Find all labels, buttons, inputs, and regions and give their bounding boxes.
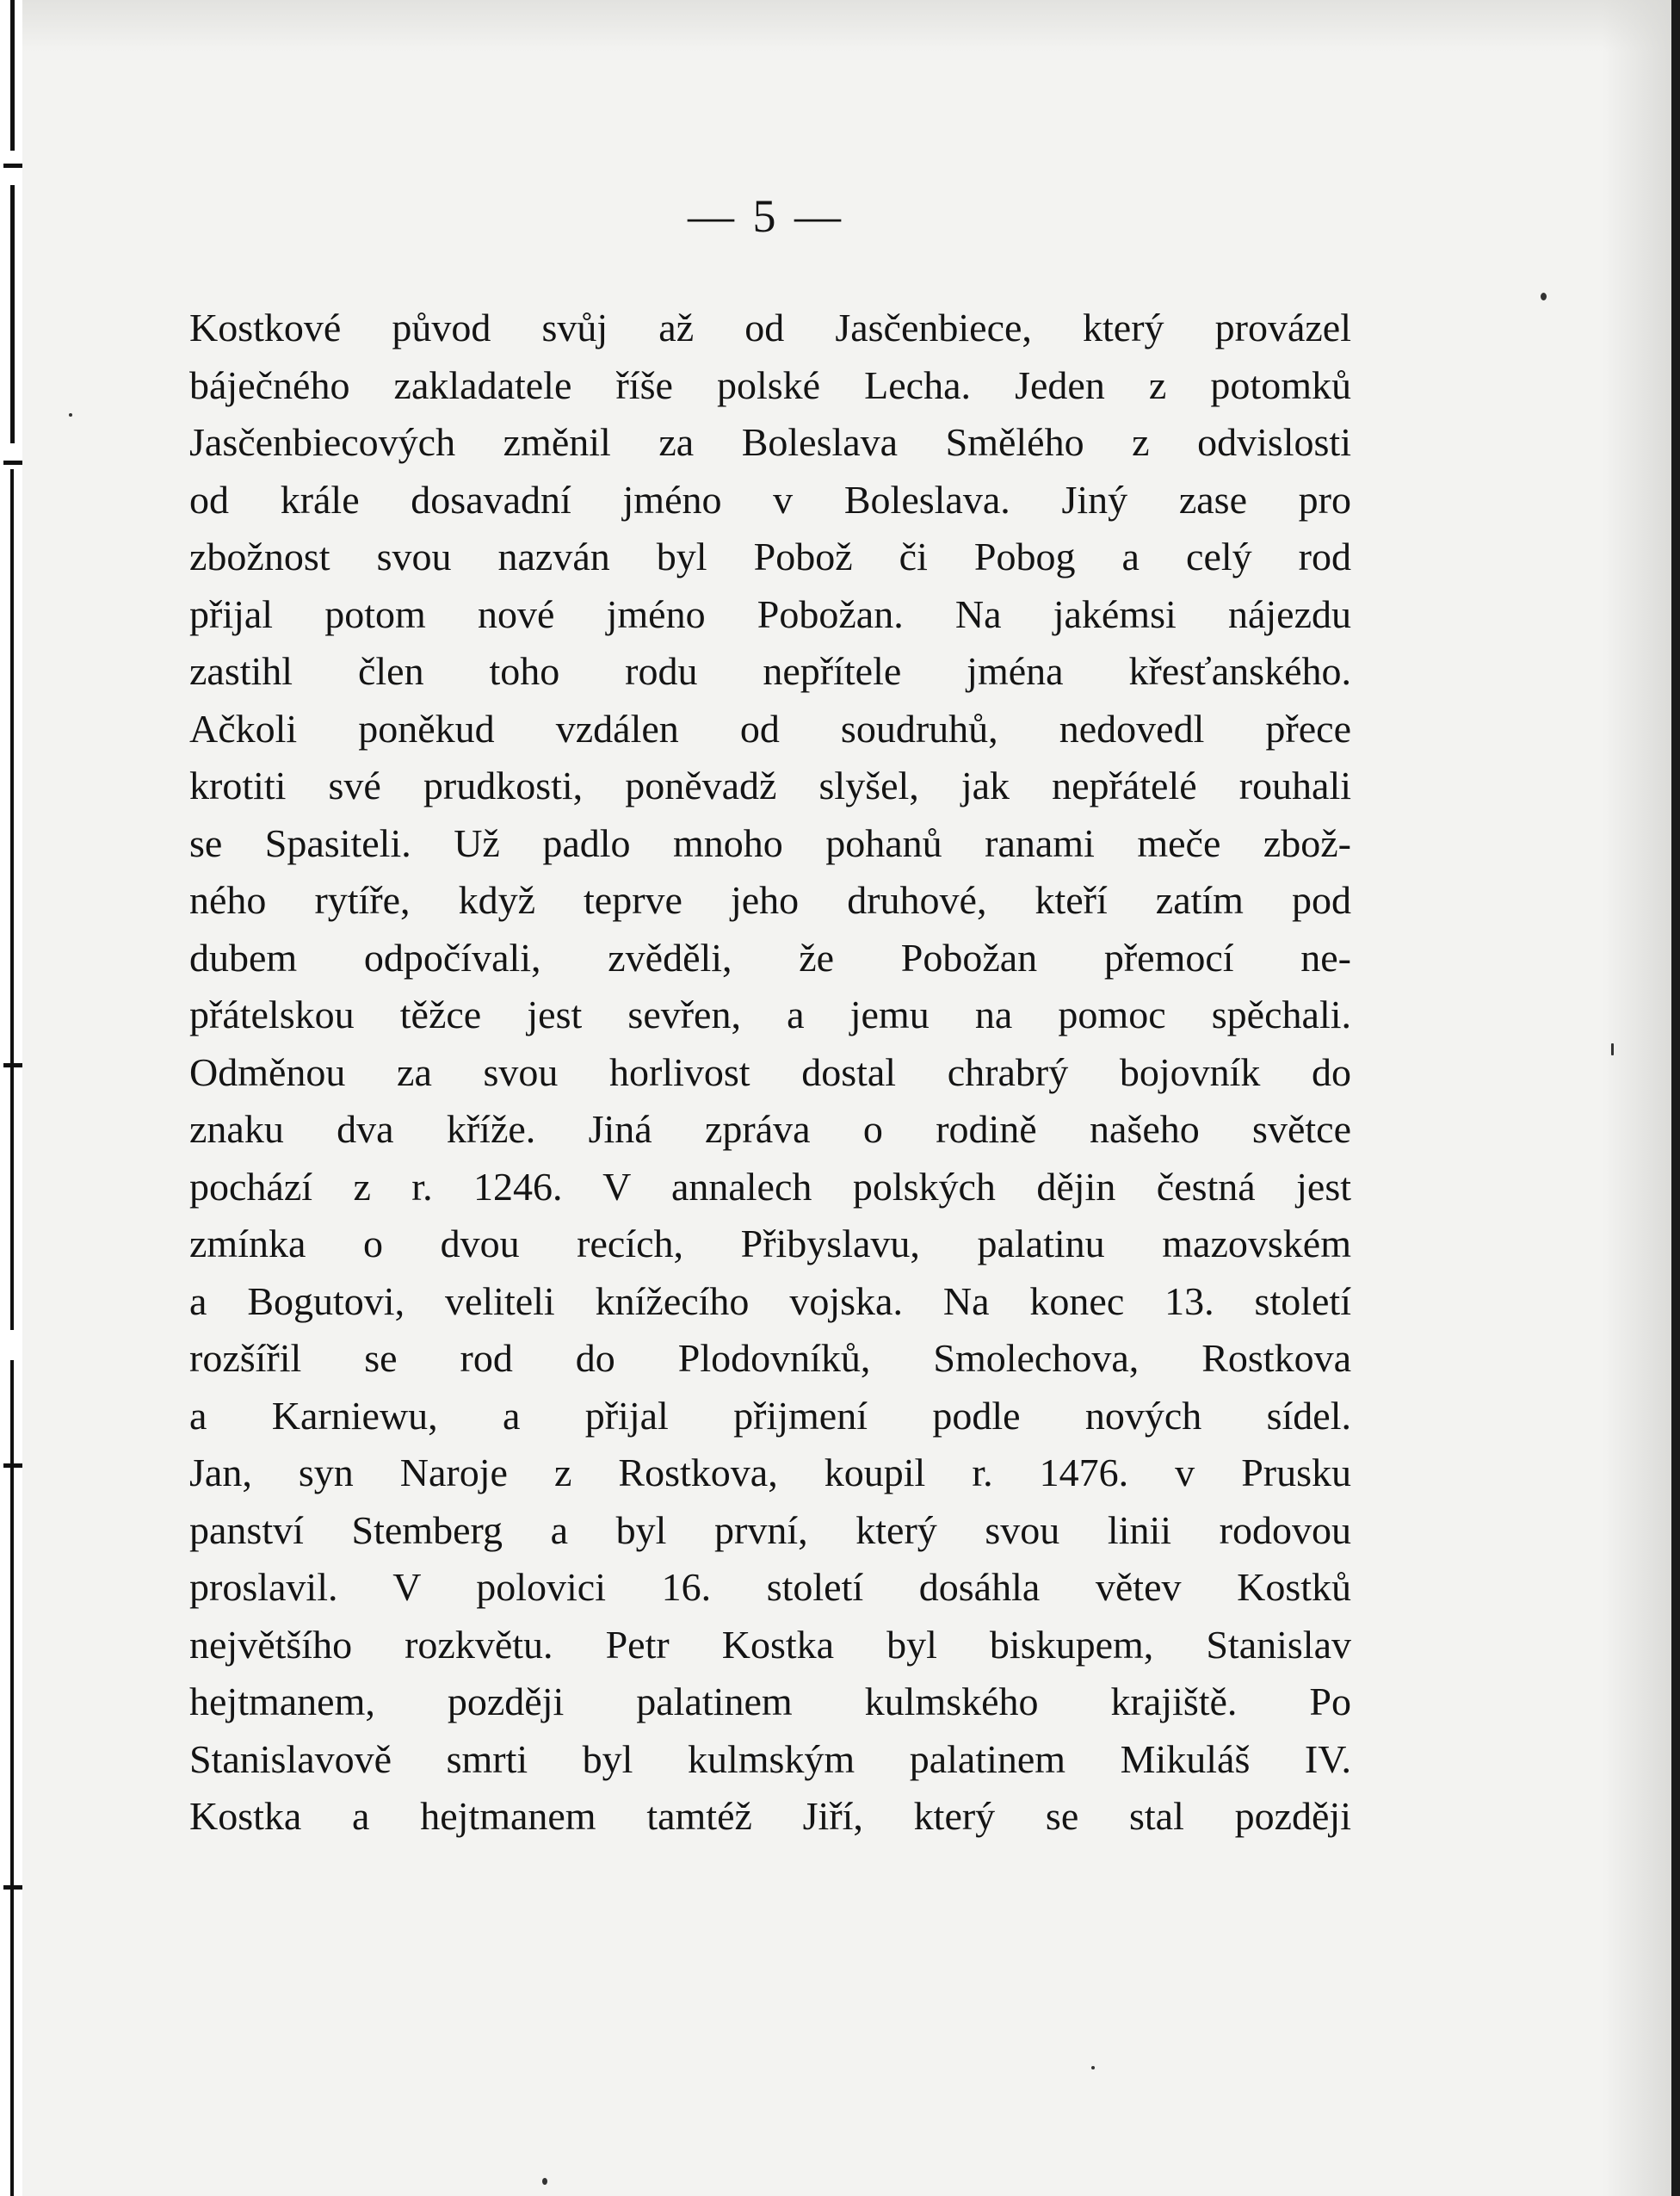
text-line: pochází z r. 1246. V annalech polských dějin čestná jest bbox=[189, 1164, 1351, 1209]
binding-tick bbox=[3, 461, 22, 465]
binding-edge bbox=[0, 0, 22, 2196]
scan-speck bbox=[1541, 293, 1547, 300]
text-line: ného rytíře, když teprve jeho druhové, kteří zatím pod bbox=[189, 878, 1351, 922]
binding-line bbox=[10, 0, 15, 151]
text-line: znaku dva kříže. Jiná zpráva o rodině našeho světce bbox=[189, 1107, 1351, 1151]
scan-top-shadow bbox=[0, 0, 1680, 52]
text-line: a Bogutovi, veliteli knížecího vojska. Na konec 13. století bbox=[189, 1278, 1351, 1323]
text-line: a Karniewu, a přijal přijmení podle nových sídel. bbox=[189, 1393, 1351, 1438]
text-line: Stanislavově smrti byl kulmským palatinem Mikuláš IV. bbox=[189, 1736, 1351, 1781]
binding-line bbox=[10, 1360, 14, 2196]
text-line: Kostka a hejtmanem tamtéž Jiří, který se stal později bbox=[189, 1794, 1351, 1838]
text-line: proslavil. V polovici 16. století dosáhla větev Kostků bbox=[189, 1565, 1351, 1609]
scan-right-border bbox=[1671, 0, 1680, 2196]
scan-right-shadow bbox=[1603, 0, 1680, 2196]
page-number: — 5 — bbox=[688, 190, 844, 242]
text-line: Jan, syn Naroje z Rostkova, koupil r. 1476. v Prusku bbox=[189, 1451, 1351, 1494]
text-line: přátelskou těžce jest sevřen, a jemu na pomoc spěchali. bbox=[189, 993, 1351, 1036]
binding-line bbox=[10, 469, 14, 1330]
text-line: krotiti své prudkosti, poněvadž slyšel, jak nepřátelé rouhali bbox=[189, 764, 1351, 807]
binding-tick bbox=[3, 1885, 22, 1890]
text-line: přijal potom nové jméno Pobožan. Na jakémsi nájezdu bbox=[189, 591, 1351, 636]
text-line: rozšířil se rod do Plodovníků, Smolechova, Rostkova bbox=[189, 1336, 1351, 1380]
scan-speck bbox=[1091, 2066, 1095, 2069]
scan-speck bbox=[542, 2178, 547, 2185]
text-line: Jasčenbiecových změnil za Boleslava Smělého z odvislosti bbox=[189, 420, 1351, 464]
text-line: zbožnost svou nazván byl Pobož či Pobog a celý rod bbox=[189, 535, 1351, 578]
text-line: Kostkové původ svůj až od Jasčenbiece, který provázel bbox=[189, 306, 1351, 350]
text-line: hejtmanem, později palatinem kulmského krajiště. Po bbox=[189, 1679, 1351, 1723]
text-line: zastihl člen toho rodu nepřítele jména křesťanského. bbox=[189, 649, 1351, 693]
binding-tick bbox=[3, 1463, 22, 1468]
text-line: Ačkoli poněkud vzdálen od soudruhů, nedovedl přece bbox=[189, 706, 1351, 751]
text-line: od krále dosavadní jméno v Boleslava. Jiný zase pro bbox=[189, 477, 1351, 522]
text-line: Odměnou za svou horlivost dostal chrabrý bojovník do bbox=[189, 1049, 1351, 1094]
text-line: panství Stemberg a byl první, který svou linii rodovou bbox=[189, 1507, 1351, 1552]
scan-speck bbox=[69, 413, 72, 417]
body-text bbox=[189, 300, 1351, 1846]
scan-speck bbox=[1611, 1043, 1614, 1055]
text-line: báječného zakladatele říše polské Lecha. Jeden z potomků bbox=[189, 362, 1351, 407]
text-line: největšího rozkvětu. Petr Kostka byl biskupem, Stanislav bbox=[189, 1622, 1351, 1667]
binding-tick bbox=[3, 1063, 22, 1067]
text-line: dubem odpočívali, zvěděli, že Pobožan přemocí ne- bbox=[189, 935, 1351, 980]
binding-tick bbox=[3, 164, 22, 168]
text-line: se Spasiteli. Už padlo mnoho pohanů ranami meče zbož- bbox=[189, 820, 1351, 865]
text-line: zmínka o dvou recích, Přibyslavu, palatinu mazovském bbox=[189, 1222, 1351, 1265]
